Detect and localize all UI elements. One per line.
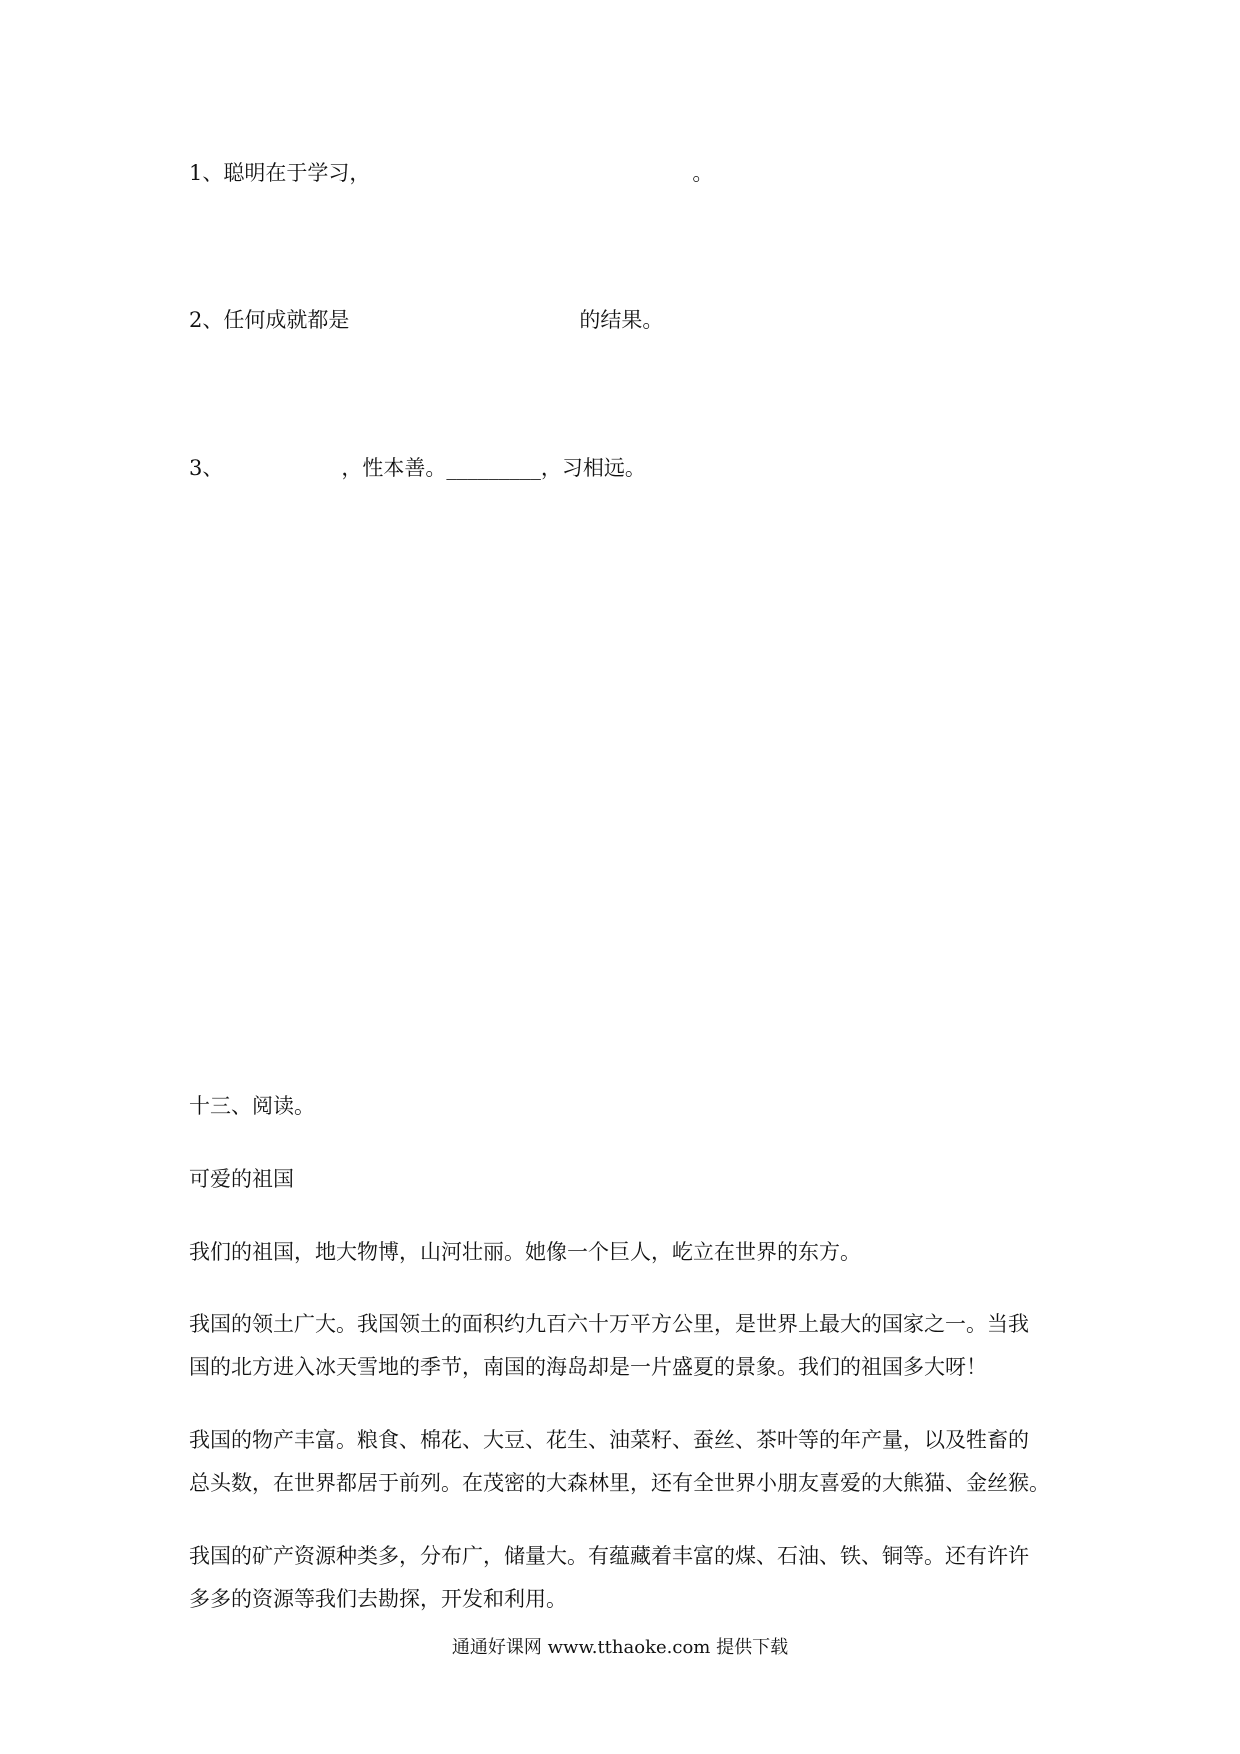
- paragraph-line: 我国的领土广大。我国领土的面积约九百六十万平方公里，是世界上最大的国家之一。当我: [189, 1312, 1029, 1336]
- paragraph-line: 总头数，在世界都居于前列。在茂密的大森林里，还有全世界小朋友喜爱的大熊猫、金丝猴。: [189, 1471, 1050, 1495]
- item-text-after: 。: [692, 161, 714, 185]
- page-footer: 通通好课网 www.tthaoke.com 提供下载: [451, 1637, 789, 1658]
- passage-paragraph-2: [189, 1303, 1069, 1389]
- paragraph-line: 国的北方进入冰天雪地的季节，南国的海岛却是一片盛夏的景象。我们的祖国多大呀！: [189, 1355, 987, 1379]
- fill-blank-item-1: [189, 158, 713, 188]
- item-number: 2、: [189, 308, 224, 332]
- paragraph-line: 我国的矿产资源种类多，分布广，储量大。有蕴藏着丰富的煤、石油、铁、铜等。还有许许: [189, 1544, 1029, 1568]
- paragraph-line: 多多的资源等我们去勘探，开发和利用。: [189, 1587, 567, 1611]
- paragraph-line: 我国的物产丰富。粮食、棉花、大豆、花生、油菜籽、蚕丝、茶叶等的年产量，以及牲畜的: [189, 1428, 1029, 1452]
- passage-paragraph-1: [189, 1231, 1069, 1274]
- item-text-before: 任何成就都是: [223, 308, 350, 332]
- fill-blank-item-3: [189, 453, 646, 483]
- passage-paragraph-4: [189, 1535, 1069, 1621]
- blank-underline: _________: [446, 456, 541, 480]
- item-text-part1: ，性本善。: [341, 456, 447, 480]
- paragraph-line: 我们的祖国，地大物博，山河壮丽。她像一个巨人，屹立在世界的东方。: [189, 1240, 861, 1264]
- item-number: 3、: [189, 456, 224, 480]
- fill-blank-item-2: [189, 305, 663, 335]
- passage-title: 可爱的祖国: [189, 1167, 294, 1191]
- item-text-part2: ，习相远。: [540, 456, 646, 480]
- item-text-after: 的结果。: [579, 308, 664, 332]
- section-heading: 十三、阅读。: [189, 1094, 315, 1118]
- item-number: 1、: [189, 161, 224, 185]
- item-text-before: 聪明在于学习，: [223, 161, 371, 185]
- passage-paragraph-3: [189, 1419, 1069, 1505]
